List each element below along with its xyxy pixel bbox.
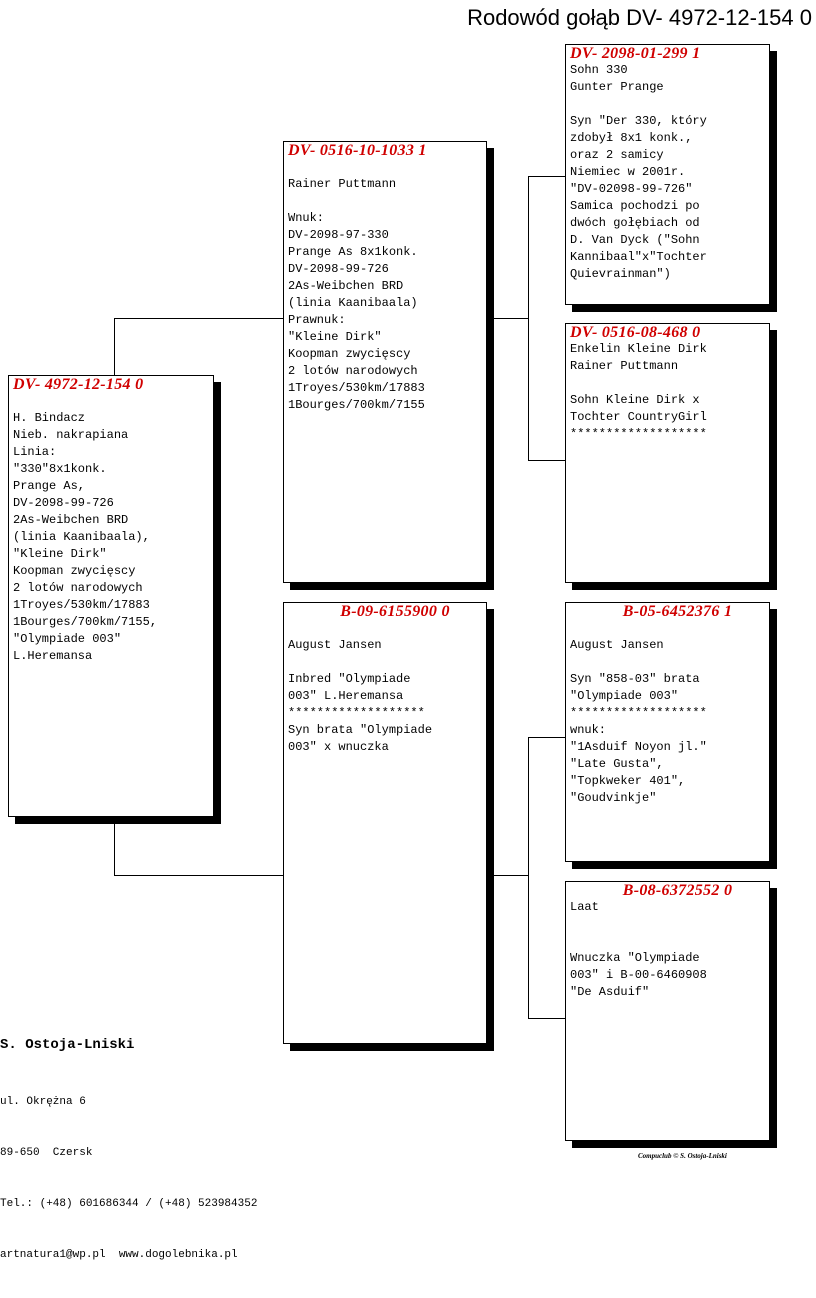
pigeon-card-mother-father: [565, 602, 770, 862]
pigeon-card-mother-mother: [565, 881, 770, 1141]
pigeon-card-father-mother: [565, 323, 770, 583]
ring-number: B-09-6155900 0: [340, 603, 450, 620]
owner-phone: Tel.: (+48) 601686344 / (+48) 523984352: [0, 1198, 258, 1210]
connector-line: [528, 737, 529, 1018]
owner-address: ul. Okrężna 6: [0, 1096, 86, 1108]
ring-number: DV- 0516-08-468 0: [570, 324, 701, 341]
pigeon-card-father: [283, 141, 487, 583]
ring-number: B-05-6452376 1: [622, 603, 733, 620]
footer-credit: Compuclub © S. Ostoja-Lniski: [638, 1152, 727, 1160]
ring-number: DV- 4972-12-154 0: [13, 376, 144, 393]
page-title: Rodowód gołąb DV- 4972-12-154 0: [467, 5, 812, 30]
owner-info: [0, 1036, 257, 1298]
pigeon-description: Enkelin Kleine Dirk Rainer Puttmann Sohn Kleine Dirk x Tochter CountryGirl *******************: [570, 342, 707, 441]
owner-name: S. Ostoja-Lniski: [0, 1037, 135, 1053]
ring-number: DV- 2098-01-299 1: [570, 45, 701, 62]
pigeon-description: Rainer Puttmann Wnuk: DV-2098-97-330 Prange As 8x1konk. DV-2098-99-726 2As-Weibchen BRD (linia Kaanibaala) Prawnuk: "Kleine Dirk" Koopman zwycięscy 2 lotów narodowych 1Troyes/530km/17883 1Bourges/700km/7155: [288, 177, 425, 412]
connector-line: [486, 318, 528, 319]
pigeon-description: H. Bindacz Nieb. nakrapiana Linia: "330"8x1konk. Prange As, DV-2098-99-726 2As-Weibchen BRD (linia Kaanibaala), "Kleine Dirk" Koopman zwycięscy 2 lotów narodowych 1Troyes/530km/17883 1Bourges/700km/7155, "Olympiade 003" L.Heremansa: [13, 411, 158, 663]
owner-contact: artnatura1@wp.pl www.dogolebnika.pl: [0, 1249, 238, 1261]
pigeon-description: August Jansen Inbred "Olympiade 003" L.Heremansa ******************* Syn brata "Olympiade 003" x wnuczka: [288, 638, 433, 754]
connector-line: [528, 460, 566, 461]
pigeon-description: Laat Wnuczka "Olympiade 003" i B-00-6460908 "De Asduif": [570, 900, 707, 999]
connector-line: [528, 1018, 566, 1019]
pigeon-card-mother: [283, 602, 487, 1044]
pigeon-card-father-father: [565, 44, 770, 305]
connector-line: [528, 737, 566, 738]
connector-line: [114, 318, 284, 319]
connector-line: [114, 875, 284, 876]
connector-line: [114, 822, 115, 875]
pigeon-description: Sohn 330 Gunter Prange Syn "Der 330, który zdobył 8x1 konk., oraz 2 samicy Niemiec w 2001r. "DV-02098-99-726" Samica pochodzi po dwóch gołębiach od D. Van Dyck ("Sohn Kannibaal"x"Tochter Quievrainman"): [570, 63, 707, 281]
connector-line: [486, 875, 528, 876]
ring-number: DV- 0516-10-1033 1: [288, 142, 427, 159]
pigeon-card-self: [8, 375, 214, 817]
connector-line: [528, 176, 529, 460]
pigeon-description: August Jansen Syn "858-03" brata "Olympiade 003" ******************* wnuk: "1Asduif Noyon jl." "Late Gusta", "Topkweker 401", "Goudvinkje": [570, 638, 707, 805]
connector-line: [528, 176, 566, 177]
ring-number: B-08-6372552 0: [622, 882, 733, 899]
connector-line: [114, 318, 115, 376]
owner-city: 89-650 Czersk: [0, 1147, 93, 1159]
